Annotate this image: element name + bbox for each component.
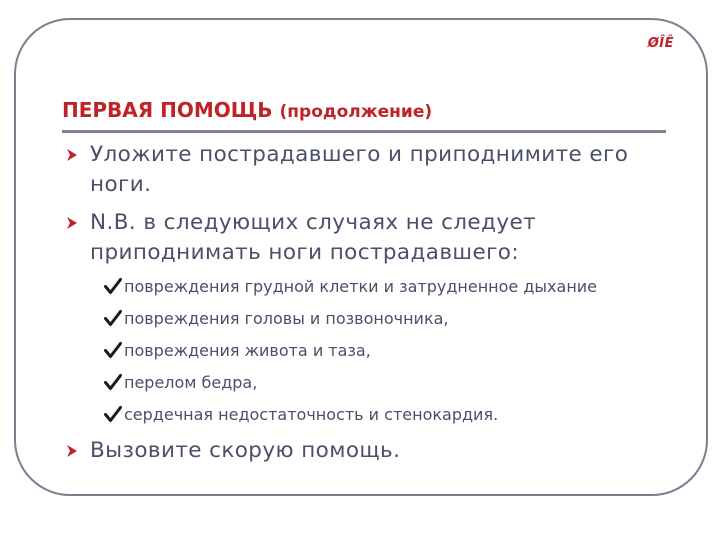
checkmark-icon xyxy=(104,341,122,359)
list-item xyxy=(62,404,672,426)
checkmark-icon xyxy=(104,373,122,391)
list-item-text: перелом бедра, xyxy=(124,373,258,392)
bullet-text: Уложите пострадавшего и приподнимите его ноги. xyxy=(90,142,629,197)
list-item xyxy=(62,308,672,330)
title-underline xyxy=(62,130,666,133)
checkmark-icon xyxy=(104,277,122,295)
list-item xyxy=(62,276,672,298)
list-item-text: сердечная недостаточность и стенокардия. xyxy=(124,405,499,424)
condition-list xyxy=(62,276,672,426)
arrowhead-icon xyxy=(66,148,78,162)
bullet-text: Вызовите скорую помощь. xyxy=(90,438,401,463)
corner-mark: ØÎÊ xyxy=(647,36,674,51)
checkmark-icon xyxy=(104,309,122,327)
bullet-item xyxy=(62,140,672,200)
list-item xyxy=(62,372,672,394)
title-subtitle: (продолжение) xyxy=(279,102,433,122)
bullet-text: N.B. в следующих случаях не следует приподнимать ноги пострадавшего: xyxy=(90,210,537,265)
list-item-text: повреждения живота и таза, xyxy=(124,341,371,360)
list-item xyxy=(62,340,672,362)
slide-title xyxy=(62,98,432,122)
bullet-item xyxy=(62,208,672,268)
checkmark-icon xyxy=(104,405,122,423)
arrowhead-icon xyxy=(66,444,78,458)
list-item-text: повреждения головы и позвоночника, xyxy=(124,309,449,328)
slide-content xyxy=(62,140,672,474)
arrowhead-icon xyxy=(66,216,78,230)
bullet-item xyxy=(62,436,672,466)
title-main: ПЕРВАЯ ПОМОЩЬ xyxy=(62,98,273,122)
list-item-text: повреждения грудной клетки и затрудненное дыхание xyxy=(124,277,598,296)
